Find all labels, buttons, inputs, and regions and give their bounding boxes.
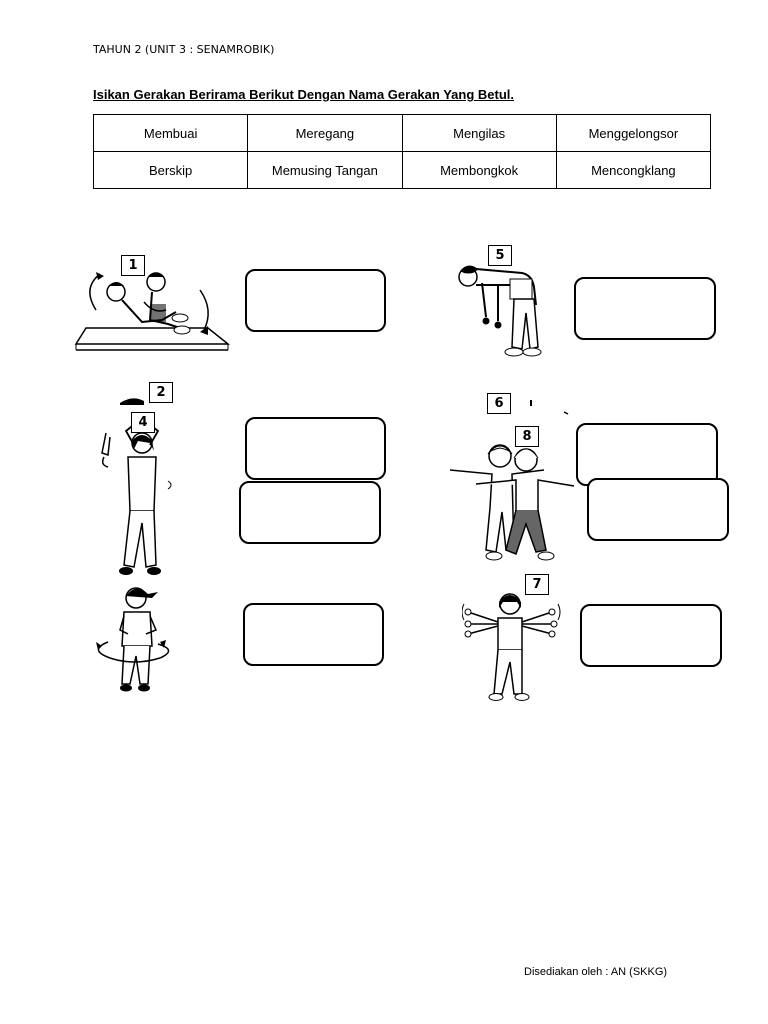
answer-box-1[interactable] — [245, 269, 386, 332]
answer-box-3[interactable] — [243, 603, 384, 666]
figure-hip-twist-illustration — [94, 584, 174, 699]
figure-bending-illustration — [452, 255, 547, 365]
exercise-number-5: 5 — [488, 245, 512, 266]
answer-box-2[interactable] — [245, 417, 386, 480]
table-row — [94, 152, 711, 189]
word-bank-table — [93, 114, 711, 189]
answer-box-4[interactable] — [239, 481, 381, 544]
instruction-text: Isikan Gerakan Berirama Berikut Dengan Nama Gerakan Yang Betul. — [93, 87, 514, 102]
answer-box-6[interactable] — [576, 423, 718, 486]
prepared-by-footer: Disediakan oleh : AN (SKKG) — [524, 966, 668, 978]
table-cell: Mengilas — [402, 115, 556, 152]
table-cell: Mencongklang — [556, 152, 710, 189]
table-row — [94, 115, 711, 152]
table-cell: Membuai — [94, 115, 248, 152]
answer-box-5[interactable] — [574, 277, 716, 340]
answer-box-8[interactable] — [587, 478, 729, 541]
exercise-number-2: 2 — [149, 382, 173, 403]
table-cell: Membongkok — [402, 152, 556, 189]
exercise-number-8: 8 — [515, 426, 539, 447]
table-cell: Menggelongsor — [556, 115, 710, 152]
exercise-number-7: 7 — [525, 574, 549, 595]
exercise-number-4: 4 — [131, 412, 155, 433]
table-cell: Memusing Tangan — [248, 152, 402, 189]
table-cell: Berskip — [94, 152, 248, 189]
figure-arm-circle-illustration — [462, 590, 562, 705]
exercise-number-1: 1 — [121, 255, 145, 276]
exercise-number-6: 6 — [487, 393, 511, 414]
figure-twisting-illustration — [446, 400, 581, 570]
answer-box-7[interactable] — [580, 604, 722, 667]
worksheet-title: TAHUN 2 (UNIT 3 : SENAMROBIK) — [93, 43, 275, 56]
table-cell: Meregang — [248, 115, 402, 152]
figure-rocking-illustration — [72, 240, 232, 355]
